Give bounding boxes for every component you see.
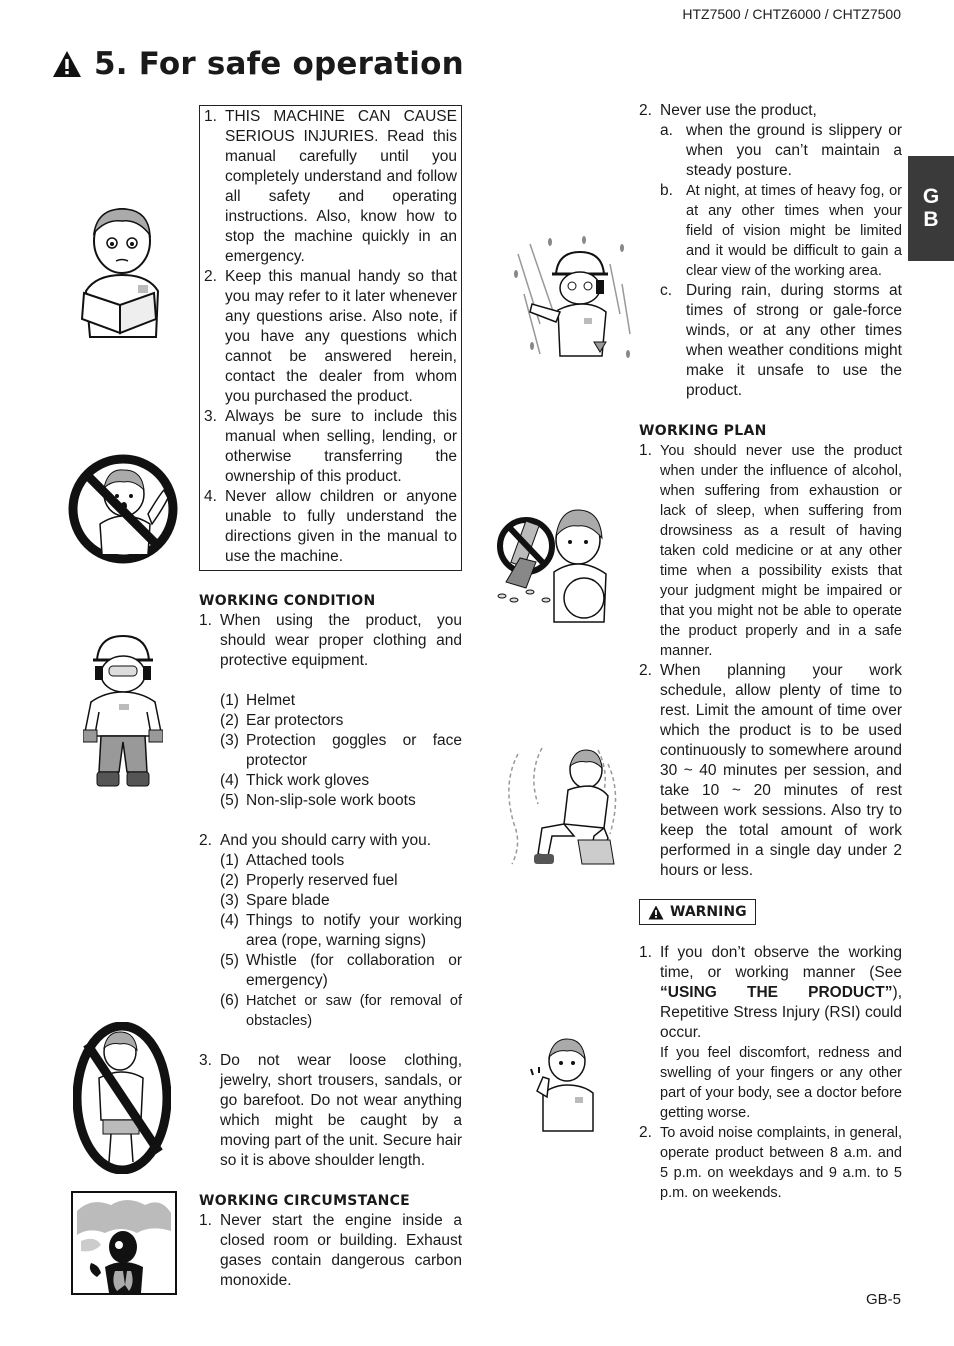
item-number: (6) [220,992,239,1009]
warning-triangle-icon [52,49,82,79]
person-reading-illustration [76,203,164,339]
no-children-illustration [68,454,178,564]
item-number: 1. [204,108,217,125]
rain-illustration [510,234,636,362]
exhaust-gas-illustration [71,1191,177,1295]
item-text: Non-slip-sole work boots [246,792,416,809]
item-text: Things to notify your working area (rope, warning signs) [246,912,462,949]
item-text: Do not wear loose clothing, jewelry, short trousers, sandals, or go barefoot. Do not wear anything which might be caught by a moving part of the unit. Secure hair so it is above shoulder length. [220,1052,462,1169]
equipment-list [199,691,462,811]
item-text: THIS MACHINE CAN CAUSE SERIOUS INJURIES. Read this manual carefully until you completely understand and follow all safety and operating instructions. Also, know how to stop the machine quickly in an emergency. [225,108,457,265]
working-plan-heading: WORKING PLAN [639,423,767,439]
item-text: If you don’t observe the working time, or working manner (See [660,944,902,981]
protective-gear-illustration [83,632,163,790]
list-item [220,851,462,871]
item-text: During rain, during storms at times of strong or gale-force winds, or at any other times when weather conditions might make it unsafe to use the product. [686,282,902,399]
item-number: 1. [639,442,652,459]
item-number: (4) [220,912,239,929]
item-text: Spare blade [246,892,330,909]
item-text: Ear protectors [246,712,344,729]
working-condition-heading: WORKING CONDITION [199,593,376,609]
item-number: 1. [199,612,212,629]
item-text: Keep this manual handy so that you may refer to it later whenever any questions arise. Also note, if you have any questions which cannot be answered herein, contact the dealer from whom you purchased the product. [225,268,457,405]
item-text: Protection goggles or face protector [246,732,462,769]
list-item [220,991,462,1031]
item-text: You should never use the product when under the influence of alcohol, when suffering from exhaustion or lack of sleep, when suffering from drowsiness as a result of having taken cold medicine or at any other time when a possibility exists that your judgment might be impaired or that you might not be able to operate the product properly and in a safe manner. [660,443,902,659]
header-model: HTZ7500 / CHTZ6000 / CHTZ7500 [682,6,901,22]
language-tab [908,156,954,261]
intro-item-1 [204,107,457,267]
item-text: Whistle (for collaboration or emergency) [246,952,462,989]
using-the-product-reference: “USING THE PRODUCT” [660,984,893,1001]
item-text: To avoid noise complaints, in general, operate product between 8 a.m. and 5 p.m. on weekdays and 9 a.m. to 5 p.m. on weekends. [660,1125,902,1201]
item-number: (1) [220,692,239,709]
page-number: GB-5 [865,1291,901,1308]
warning-item-1 [639,943,902,1123]
item-letter: c. [660,282,673,299]
list-item [220,731,462,771]
item-letter: b. [660,182,673,199]
item-number: 2. [199,832,212,849]
plan-item-1 [639,441,902,661]
item-number: (2) [220,712,239,729]
tab-letter-g: G [922,185,940,208]
warning-label [639,899,756,925]
item-letter: a. [660,122,673,139]
list-item [220,891,462,911]
page-title-row [52,46,464,82]
no-alcohol-illustration [496,502,614,626]
list-item [220,951,462,991]
item-text: When planning your work schedule, allow plenty of time to rest. Limit the amount of time over which the product is to be used continuously to somewhere around 30 ~ 40 minutes per session, and take 10 ~ 20 minutes of rest between work sessions. Also try to keep the total amount of work performed in a single day under 2 hours or less. [660,662,902,879]
item-number: 2. [204,268,217,285]
item-number: 1. [639,944,652,961]
warning-triangle-icon [648,905,664,920]
item-number: 3. [204,408,217,425]
item-number: 2. [639,102,652,119]
list-item [220,871,462,891]
warning-label-text: WARNING [670,904,747,920]
item-text: When using the product, you should wear proper clothing and protective equipment. [220,612,462,669]
plan-item-2 [639,661,902,881]
list-item [660,281,902,401]
item-number: (3) [220,732,239,749]
item-text: Properly reserved fuel [246,872,398,889]
carry-list [199,851,462,1031]
warning-item-2 [639,1123,902,1203]
item-text: And you should carry with you. [220,832,432,849]
page-title: 5. For safe operation [94,46,464,82]
item-text: Thick work gloves [246,772,370,789]
condition-item-3 [199,1051,462,1171]
condition-item-2 [199,831,462,851]
item-number: (5) [220,952,239,969]
working-circumstance-heading: WORKING CIRCUMSTANCE [199,1193,411,1209]
item-text: At night, at times of heavy fog, or at any other times when your field of vision might be limited and it would be difficult to gain a clear view of the working area. [686,183,902,279]
intro-item-4 [204,487,457,567]
condition-item-1 [199,611,462,671]
item-number: 2. [639,1124,652,1141]
item-number: (3) [220,892,239,909]
item-number: (4) [220,772,239,789]
tired-worker-illustration [498,744,626,868]
circumstance-item-2 [639,101,902,401]
warning-note: If you feel discomfort, redness and swelling of your fingers or any other part of your body, see a doctor before getting worse. [660,1045,902,1121]
item-number: 4. [204,488,217,505]
item-text: ), Repetitive Stress Injury (RSI) could occur. [660,984,902,1041]
item-text: Never use the product, [660,102,817,119]
right-column [639,101,902,1203]
item-number: 3. [199,1052,212,1069]
list-item [220,711,462,731]
item-text: Never start the engine inside a closed room or building. Exhaust gases contain dangerous carbon monoxide. [220,1212,462,1289]
intro-item-2 [204,267,457,407]
item-text: Hatchet or saw (for removal of obstacles) [246,993,462,1029]
item-text: when the ground is slippery or when you can’t maintain a steady posture. [686,122,902,179]
list-item [220,691,462,711]
item-number: (5) [220,792,239,809]
list-item [220,771,462,791]
item-number: 1. [199,1212,212,1229]
item-number: (1) [220,852,239,869]
tab-letter-b: B [923,208,939,231]
conditions-list [660,121,902,401]
no-loose-clothing-illustration [73,1022,171,1174]
item-text: Never allow children or anyone unable to fully understand the directions given in the manual to use the machine. [225,488,457,565]
item-text: Attached tools [246,852,345,869]
item-text: Helmet [246,692,296,709]
intro-item-3 [204,407,457,487]
item-number: (2) [220,872,239,889]
left-column [199,105,462,1291]
list-item [220,791,462,811]
list-item [660,181,902,281]
item-number: 2. [639,662,652,679]
list-item [220,911,462,951]
list-item [660,121,902,181]
intro-box [199,105,462,571]
item-text: Always be sure to include this manual when selling, lending, or otherwise transferring the ownership of this product. [225,408,457,485]
finger-pain-illustration [527,1035,599,1133]
circumstance-item-1 [199,1211,462,1291]
